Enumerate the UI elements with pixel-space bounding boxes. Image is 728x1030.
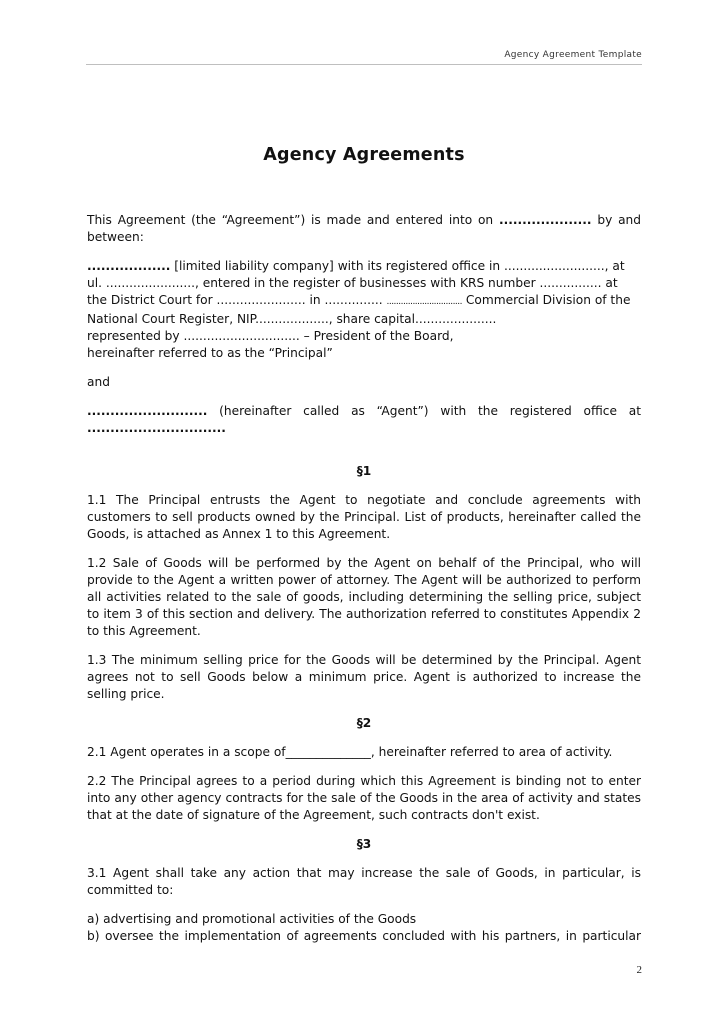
- principal-line-3-end: Commercial Division of the: [462, 293, 631, 307]
- principal-line-6: hereinafter referred to as the “Principal”: [87, 346, 333, 360]
- document-title: Agency Agreements: [263, 145, 465, 165]
- agent-name-blank: ..........................: [87, 404, 208, 418]
- page-number: 2: [636, 964, 642, 976]
- date-blank: ....................: [498, 213, 592, 227]
- section-2-heading: §2: [356, 716, 372, 730]
- principal-name-blank: ..................: [87, 259, 171, 273]
- principal-line-4: National Court Register, NIP..................., share capital.....................: [87, 312, 497, 326]
- principal-block: [87, 258, 641, 362]
- section-1-heading: §1: [356, 464, 372, 478]
- clause-1-1: 1.1 The Principal entrusts the Agent to negotiate and conclude agreements with customers to sell products owned by the Principal. List of products, hereinafter called the Goods, is attached as Annex 1 to this Agreement.: [87, 493, 641, 541]
- principal-line-2: ul. ......................., entered in the register of businesses with KRS number ................ at: [87, 276, 618, 290]
- list-item-a: a) advertising and promotional activities of the Goods: [87, 912, 417, 926]
- header-divider: [86, 64, 642, 65]
- running-header: Agency Agreement Template: [504, 50, 642, 60]
- clause-2-1: 2.1 Agent operates in a scope of______________, hereinafter referred to area of activity.: [87, 745, 613, 759]
- principal-line-1: [limited liability company] with its registered office in .........................., at: [170, 259, 625, 273]
- agent-block: [87, 403, 641, 437]
- clause-1-3: 1.3 The minimum selling price for the Goods will be determined by the Principal. Agent agrees not to sell Goods below a minimum price. Agent is authorized to increase the selling price.: [87, 653, 641, 701]
- intro-text-end: by and between:: [87, 213, 641, 244]
- principal-line-3: the District Court for ....................... in ...............: [87, 293, 387, 307]
- intro-paragraph: [87, 212, 641, 246]
- list-item-b: b) oversee the implementation of agreements concluded with his partners, in particular: [87, 929, 641, 943]
- clause-3-1: 3.1 Agent shall take any action that may increase the sale of Goods, in particular, is committed to:: [87, 866, 641, 897]
- clause-1-2: 1.2 Sale of Goods will be performed by the Agent on behalf of the Principal, who will provide to the Agent a written power of attorney. The Agent will be authorized to perform all activities related to the sale of goods, including determining the selling price, subject to item 3 of this section and delivery. The authorization referred to constitutes Appendix 2 to this Agreement.: [87, 556, 641, 638]
- document-body: [87, 145, 641, 945]
- and-separator: and: [87, 375, 110, 389]
- principal-line-3-dots: ................................: [386, 297, 463, 307]
- section-3-heading: §3: [356, 837, 372, 851]
- clause-2-2: 2.2 The Principal agrees to a period during which this Agreement is binding not to enter into any other agency contracts for the sale of the Goods in the area of activity and states that at the date of signature of the Agreement, such contracts don't exist.: [87, 774, 641, 822]
- intro-text: This Agreement (the “Agreement”) is made and entered into on: [87, 213, 499, 227]
- agent-address-blank: ..............................: [87, 421, 226, 435]
- agent-text: (hereinafter called as “Agent”) with the registered office at: [207, 404, 641, 418]
- principal-line-5: represented by .............................. – President of the Board,: [87, 329, 454, 343]
